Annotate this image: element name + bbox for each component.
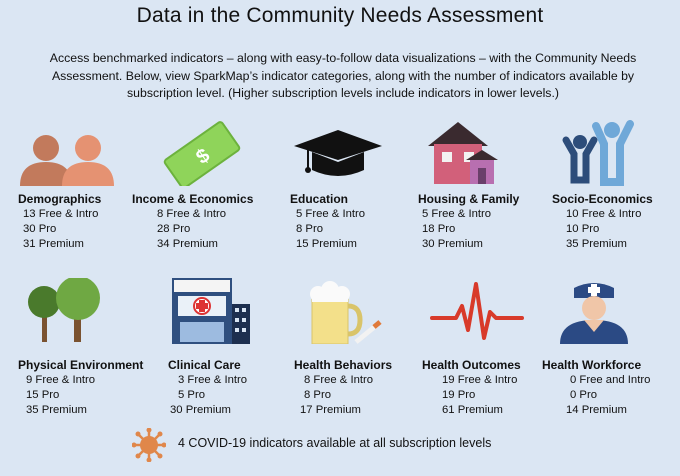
nurse-icon (542, 278, 672, 344)
free-count: 0 Free and Intro (570, 374, 651, 386)
beer-cigarette-icon (294, 278, 424, 344)
category-name: Income & Economics (132, 192, 254, 206)
premium-count: 61 Premium (442, 404, 503, 416)
premium-count: 17 Premium (300, 404, 361, 416)
free-count: 8 Free & Intro (157, 208, 227, 220)
hospital-icon (168, 278, 298, 344)
premium-count: 35 Premium (566, 238, 627, 250)
intro-line-3: subscription level. (Higher subscription levels include indicators in lower levels.) (127, 86, 559, 100)
intro-line-1: Access benchmarked indicators – along with easy-to-follow data visualizations – with the Community Needs (49, 51, 637, 65)
free-count: 5 Free & Intro (296, 208, 366, 220)
free-count: 9 Free & Intro (26, 374, 96, 386)
pro-count: 8 Pro (296, 223, 324, 235)
category-name: Health Behaviors (294, 358, 393, 372)
premium-count: 35 Premium (26, 404, 87, 416)
free-count: 5 Free & Intro (422, 208, 492, 220)
premium-count: 30 Premium (170, 404, 231, 416)
premium-count: 31 Premium (23, 238, 84, 250)
pro-count: 28 Pro (157, 223, 191, 235)
category-name: Socio-Economics (552, 192, 653, 206)
category-name: Clinical Care (168, 358, 241, 372)
house-icon (418, 120, 548, 186)
pro-count: 0 Pro (570, 389, 598, 401)
category-name: Housing & Family (418, 192, 520, 206)
page-title: Data in the Community Needs Assessment (136, 4, 544, 27)
pro-count: 8 Pro (304, 389, 332, 401)
pro-count: 18 Pro (422, 223, 456, 235)
virus-icon (132, 428, 166, 462)
pro-count: 10 Pro (566, 223, 600, 235)
category-name: Demographics (18, 192, 102, 206)
people-icon (18, 120, 148, 186)
free-count: 10 Free & Intro (566, 208, 642, 220)
trees-icon (18, 278, 148, 344)
free-count: 8 Free & Intro (304, 374, 374, 386)
pro-count: 15 Pro (26, 389, 60, 401)
svg-text:$: $ (192, 144, 215, 169)
intro-text (18, 50, 668, 103)
free-count: 13 Free & Intro (23, 208, 99, 220)
category-name: Health Workforce (542, 358, 642, 372)
premium-count: 30 Premium (422, 238, 483, 250)
category-name: Health Outcomes (422, 358, 521, 372)
premium-count: 14 Premium (566, 404, 627, 416)
category-name: Education (290, 192, 349, 206)
money-icon (132, 120, 262, 186)
category-name: Physical Environment (18, 358, 144, 372)
free-count: 3 Free & Intro (178, 374, 248, 386)
premium-count: 15 Premium (296, 238, 357, 250)
intro-line-2: Assessment. Below, view SparkMap’s indicator categories, along with the number of indicators available by (51, 68, 635, 83)
free-count: 19 Free & Intro (442, 374, 518, 386)
pro-count: 30 Pro (23, 223, 57, 235)
heartbeat-icon (422, 278, 552, 344)
family-icon (552, 120, 680, 186)
pro-count: 5 Pro (178, 389, 206, 401)
covid-footer-text: 4 COVID-19 indicators available at all subscription levels (178, 436, 492, 450)
pro-count: 19 Pro (442, 389, 476, 401)
premium-count: 34 Premium (157, 238, 218, 250)
graduation-cap-icon (290, 120, 420, 186)
